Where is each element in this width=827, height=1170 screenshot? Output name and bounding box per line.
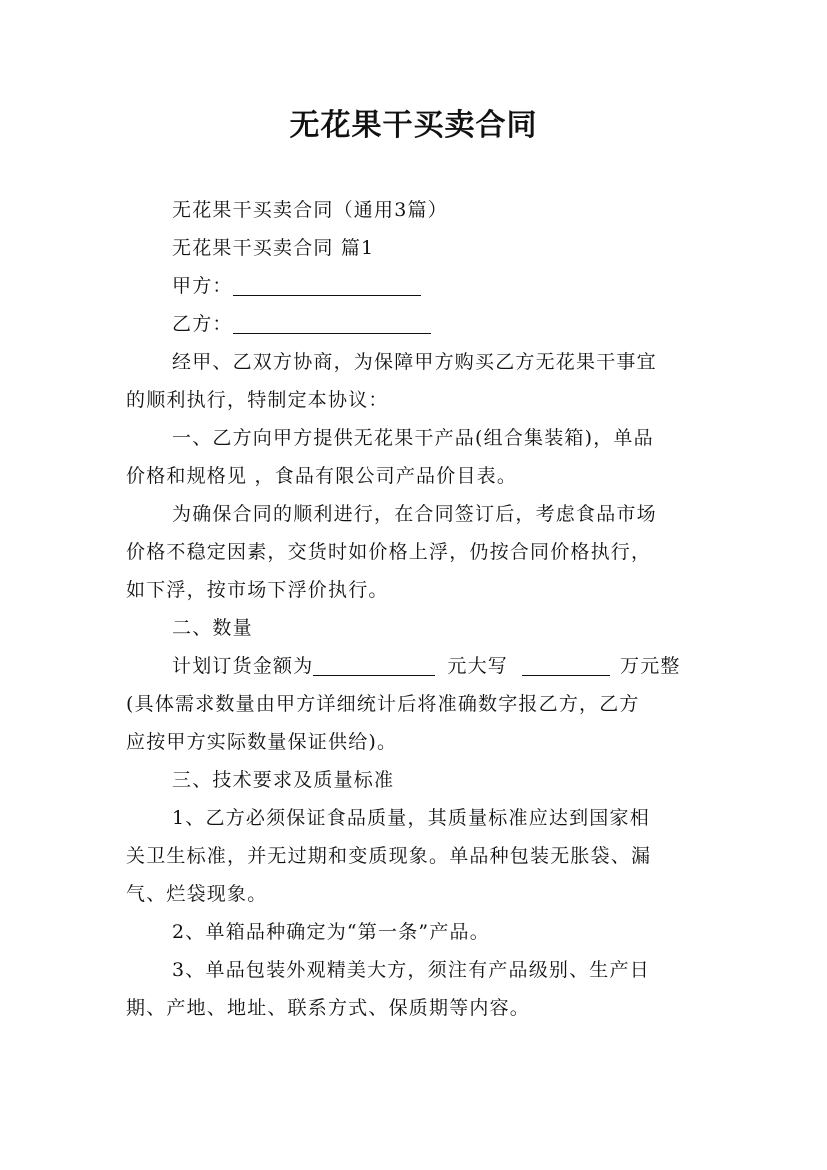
paragraph-line: 气、烂袋现象。 bbox=[126, 883, 268, 905]
section-heading: 无花果干买卖合同 篇1 bbox=[172, 237, 375, 259]
paragraph-line: 3、单品包装外观精美大方，须注有产品级别、生产日 bbox=[172, 959, 650, 981]
paragraph-line: (具体需求数量由甲方详细统计后将准确数字报乙方，乙方 bbox=[126, 693, 640, 715]
amount-unit: 万元整 bbox=[620, 655, 681, 677]
party-a-line bbox=[126, 267, 716, 305]
paragraph-line: 应按甲方实际数量保证供给)。 bbox=[126, 731, 398, 753]
paragraph-line: 2、单箱品种确定为“第一条”产品。 bbox=[172, 921, 490, 943]
party-b-label: 乙方： bbox=[172, 313, 233, 335]
paragraph-line: 价格和规格见 ，食品有限公司产品价目表。 bbox=[126, 465, 518, 487]
subtitle: 无花果干买卖合同（通用3篇） bbox=[172, 199, 448, 221]
party-a-label: 甲方： bbox=[172, 275, 233, 297]
paragraph-line: 价格不稳定因素，交货时如价格上浮，仍按合同价格执行， bbox=[126, 541, 652, 563]
amount-words-blank bbox=[522, 653, 610, 676]
amount-in-words-label: 元大写 bbox=[447, 655, 509, 677]
section-heading: 二、数量 bbox=[172, 617, 253, 639]
paragraph-line: 1、乙方必须保证食品质量，其质量标准应达到国家相 bbox=[172, 807, 650, 829]
section-heading: 三、技术要求及质量标准 bbox=[172, 769, 395, 791]
amount-blank bbox=[313, 653, 435, 676]
order-amount-line bbox=[126, 647, 716, 685]
document-title: 无花果干买卖合同 bbox=[289, 108, 538, 143]
party-b-line bbox=[126, 305, 716, 343]
party-b-blank bbox=[233, 311, 431, 334]
document-body bbox=[126, 191, 716, 1027]
paragraph-line: 期、产地、地址、联系方式、保质期等内容。 bbox=[126, 997, 531, 1019]
order-amount-label: 计划订货金额为 bbox=[172, 655, 314, 677]
paragraph-line: 一、乙方向甲方提供无花果干产品(组合集装箱)，单品 bbox=[172, 427, 654, 449]
paragraph-line: 如下浮，按市场下浮价执行。 bbox=[126, 579, 389, 601]
paragraph-line: 的顺利执行，特制定本协议： bbox=[126, 389, 389, 411]
party-a-blank bbox=[233, 273, 421, 296]
paragraph-line: 经甲、乙双方协商，为保障甲方购买乙方无花果干事宜 bbox=[172, 351, 657, 373]
paragraph-line: 关卫生标准，并无过期和变质现象。单品种包装无胀袋、漏 bbox=[126, 845, 652, 867]
paragraph-line: 为确保合同的顺利进行，在合同签订后，考虑食品市场 bbox=[172, 503, 657, 525]
